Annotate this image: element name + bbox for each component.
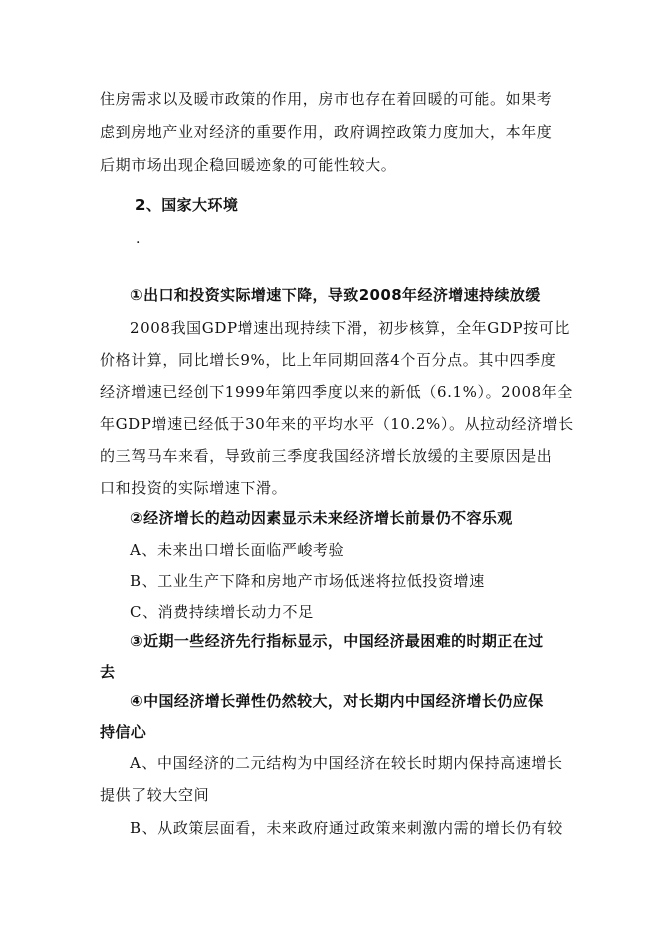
point2-title: ②经济增长的趋动因素显示未来经济增长前景仍不容乐观 bbox=[130, 509, 513, 527]
point1-paragraph-line-4: 年GDP增速已经低于30年来的平均水平（10.2%）。从拉动经济增长 bbox=[100, 415, 574, 433]
point4-title-line-1: ④中国经济增长弹性仍然较大，对长期内中国经济增长仍应保 bbox=[130, 692, 544, 710]
intro-line-1: 住房需求以及暖市政策的作用，房市也存在着回暖的可能。如果考 bbox=[100, 90, 553, 108]
point2-item-b: B、工业生产下降和房地产市场低迷将拉低投资增速 bbox=[130, 572, 485, 590]
point1-paragraph-line-3: 经济增速已经创下1999年第四季度以来的新低（6.1%）。2008年全 bbox=[100, 383, 573, 401]
point3-title-line-1: ③近期一些经济先行指标显示，中国经济最困难的时期正在过 bbox=[130, 632, 544, 650]
point4-item-a-line-1: A、中国经济的二元结构为中国经济在较长时期内保持高速增长 bbox=[130, 754, 563, 772]
intro-line-3: 后期市场出现企稳回暖迹象的可能性较大。 bbox=[100, 156, 397, 174]
point2-item-a: A、未来出口增长面临严峻考验 bbox=[130, 541, 345, 559]
stray-bullet: . bbox=[136, 231, 141, 247]
point4-item-b-line-1: B、从政策层面看，未来政府通过政策来刺激内需的增长仍有较 bbox=[130, 819, 563, 837]
point1-paragraph-line-2: 价格计算，同比增长9%，比上年同期回落4个百分点。其中四季度 bbox=[100, 351, 557, 369]
point2-item-c: C、消费持续增长动力不足 bbox=[130, 603, 314, 621]
intro-line-2: 虑到房地产业对经济的重要作用，政府调控政策力度加大，本年度 bbox=[100, 123, 553, 141]
point1-paragraph-line-5: 的三驾马车来看，导致前三季度我国经济增长放缓的主要原因是出 bbox=[100, 447, 553, 465]
point1-title: ①出口和投资实际增速下降，导致2008年经济增速持续放缓 bbox=[130, 286, 541, 304]
point4-item-a-line-2: 提供了较大空间 bbox=[100, 786, 210, 804]
point3-title-line-2: 去 bbox=[100, 663, 116, 681]
point1-paragraph-line-1: 2008我国GDP增速出现持续下滑，初步核算，全年GDP按可比 bbox=[130, 319, 570, 337]
point1-paragraph-line-6: 口和投资的实际增速下滑。 bbox=[100, 479, 288, 497]
section-heading: 2、国家大环境 bbox=[135, 196, 239, 214]
point4-title-line-2: 持信心 bbox=[100, 723, 147, 741]
